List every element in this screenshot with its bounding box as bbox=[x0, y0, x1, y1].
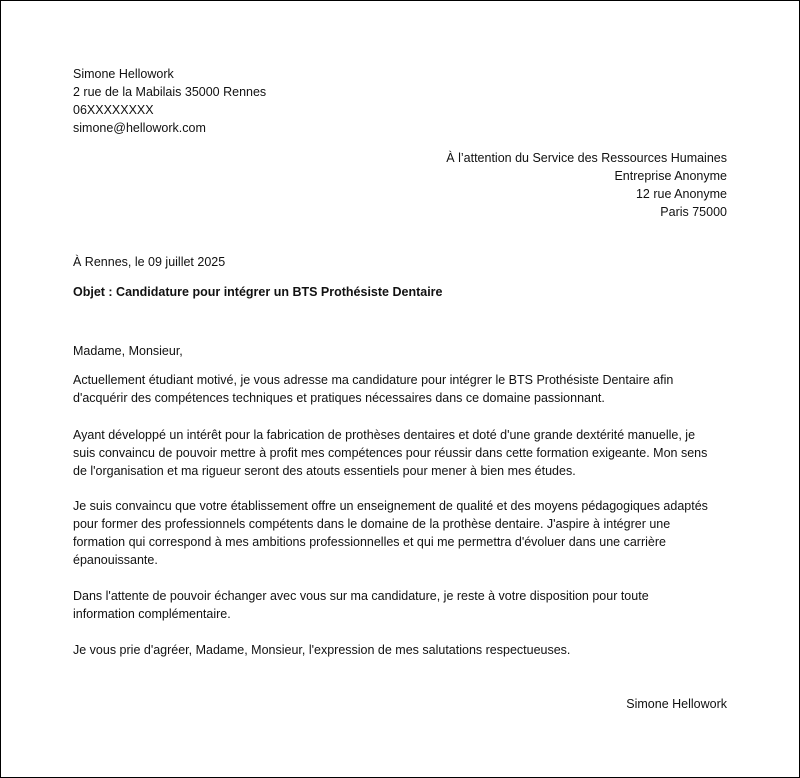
body-paragraph bbox=[73, 587, 733, 623]
sender-name: Simone Hellowork bbox=[73, 67, 174, 81]
recipient-street: 12 rue Anonyme bbox=[635, 187, 727, 201]
letter-subject: Objet : Candidature pour intégrer un BTS Prothésiste Dentaire bbox=[73, 285, 443, 299]
place-date: À Rennes, le 09 juillet 2025 bbox=[73, 255, 226, 269]
paragraph-line: d'acquérir des compétences techniques et pratiques nécessaires dans ce domaine passionnant. bbox=[73, 391, 605, 405]
paragraph-line: Je suis convaincu que votre établissement offre un enseignement de qualité et des moyens pédagogiques adaptés bbox=[73, 499, 708, 513]
recipient-company: Entreprise Anonyme bbox=[614, 169, 727, 183]
recipient-city: Paris 75000 bbox=[660, 205, 727, 219]
paragraph-line: formation qui correspond à mes ambitions professionnelles et qui me permettra d'évoluer dans une carrière bbox=[73, 535, 666, 549]
body-paragraph bbox=[73, 371, 733, 407]
recipient-attention: À l’attention du Service des Ressources Humaines bbox=[446, 151, 727, 165]
paragraph-line: Dans l'attente de pouvoir échanger avec vous sur ma candidature, je reste à votre disposition pour toute bbox=[73, 589, 649, 603]
paragraph-line: épanouissante. bbox=[73, 553, 158, 567]
salutation: Madame, Monsieur, bbox=[73, 344, 183, 358]
signature: Simone Hellowork bbox=[626, 697, 727, 711]
paragraph-line: Je vous prie d'agréer, Madame, Monsieur, l'expression de mes salutations respectueuses. bbox=[73, 643, 571, 657]
body-paragraph bbox=[73, 497, 733, 569]
paragraph-line: pour former des professionnels compétents dans le domaine de la prothèse dentaire. J'aspire à intégrer une bbox=[73, 517, 671, 531]
sender-phone: 06XXXXXXXX bbox=[73, 103, 154, 117]
paragraph-line: information complémentaire. bbox=[73, 607, 231, 621]
sender-email: simone@hellowork.com bbox=[73, 121, 206, 135]
paragraph-line: de l'organisation et ma rigueur seront des atouts essentiels pour mener à bien mes études. bbox=[73, 464, 576, 478]
sender-address: 2 rue de la Mabilais 35000 Rennes bbox=[73, 85, 267, 99]
paragraph-line: Ayant développé un intérêt pour la fabrication de prothèses dentaires et doté d'une grande dextérité manuelle, je bbox=[73, 428, 696, 442]
paragraph-line: suis convaincu de pouvoir mettre à profit mes compétences pour réussir dans cette formation exigeante. Mon sens bbox=[73, 446, 708, 460]
body-paragraph bbox=[73, 426, 733, 480]
closing-paragraph bbox=[73, 641, 733, 659]
paragraph-line: Actuellement étudiant motivé, je vous adresse ma candidature pour intégrer le BTS Prothésiste Dentaire afin bbox=[73, 373, 674, 387]
